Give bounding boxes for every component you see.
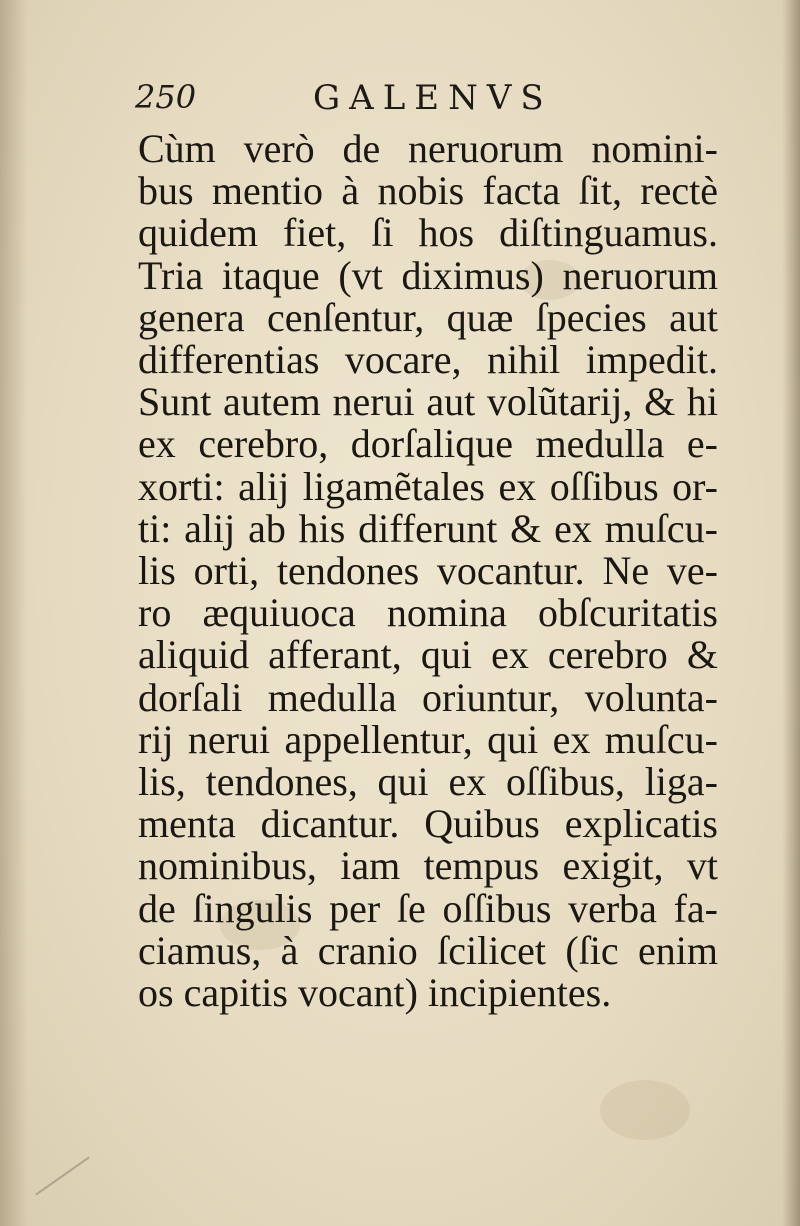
pencil-mark bbox=[35, 1157, 89, 1196]
gutter-shadow bbox=[0, 0, 28, 1226]
text-line: Sunt autem nerui aut volũtarij, & hi bbox=[138, 379, 718, 425]
text-line: lis, tendones, qui ex oſſibus, liga- bbox=[138, 759, 718, 805]
text-line: Tria itaque (vt diximus) neruorum bbox=[138, 252, 718, 298]
text-line: ciamus, à cranio ſcilicet (ſic enim bbox=[138, 927, 718, 973]
text-line: differentias vocare, nihil impedit. bbox=[138, 337, 718, 383]
text-line: ti: alij ab his differunt & ex muſcu- bbox=[138, 505, 718, 551]
text-line: dorſali medulla oriuntur, volunta- bbox=[138, 674, 718, 720]
paper-stain bbox=[600, 1080, 690, 1140]
text-line: menta dicantur. Quibus explicatis bbox=[138, 801, 718, 847]
body-text bbox=[138, 128, 718, 1014]
text-line: ex cerebro, dorſalique medulla e- bbox=[138, 421, 718, 467]
text-line: bus mentio à nobis facta ſit, rectè bbox=[138, 168, 718, 214]
text-line: quidem fiet, ſi hos diſtinguamus. bbox=[138, 210, 718, 256]
text-line: aliquid afferant, qui ex cerebro & bbox=[138, 632, 718, 678]
text-line: xorti: alij ligamẽtales ex oſſibus or- bbox=[138, 463, 718, 509]
text-line: nominibus, iam tempus exigit, vt bbox=[138, 843, 718, 889]
text-line: rij nerui appellentur, qui ex muſcu- bbox=[138, 716, 718, 762]
text-line: genera cenſentur, quæ ſpecies aut bbox=[138, 294, 718, 340]
page-edge-shadow bbox=[782, 0, 800, 1226]
page-number: 250 bbox=[135, 78, 197, 116]
text-line: ro æquiuoca nomina obſcuritatis bbox=[138, 590, 718, 636]
text-line: os capitis vocant) incipientes. bbox=[138, 970, 612, 1016]
text-line: de ſingulis per ſe oſſibus verba fa- bbox=[138, 885, 718, 931]
text-line: Cùm verò de neruorum nomini- bbox=[138, 126, 718, 171]
running-header bbox=[135, 78, 695, 118]
running-title: GALENVS bbox=[313, 78, 553, 118]
text-line: lis orti, tendones vocantur. Ne ve- bbox=[138, 548, 718, 594]
